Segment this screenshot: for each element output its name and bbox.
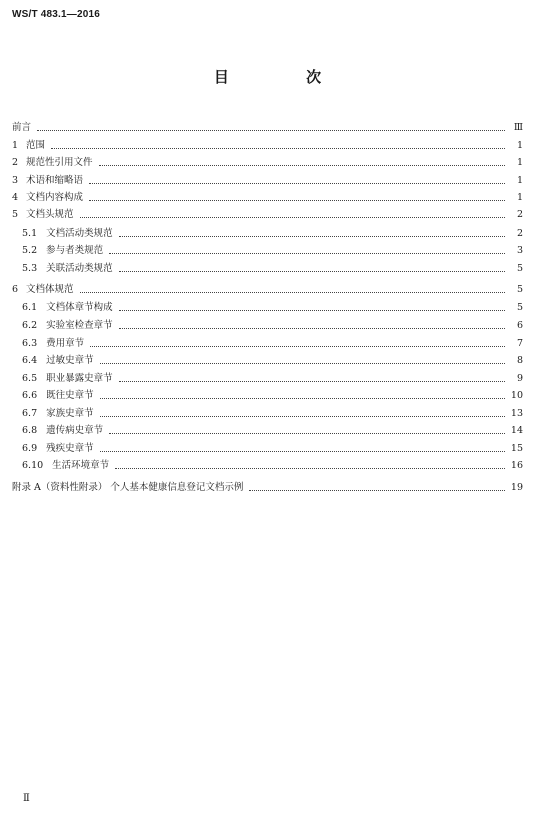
toc-entry-title: 实验室检查章节 xyxy=(46,320,113,331)
toc-entry[interactable] xyxy=(12,121,523,135)
toc-entry[interactable] xyxy=(12,407,523,421)
toc-entry-title: 过敏史章节 xyxy=(46,355,94,366)
toc-entry-title: 规范性引用文件 xyxy=(26,157,93,168)
toc-leader-dots xyxy=(109,253,505,254)
toc-entry-page: 8 xyxy=(516,355,523,366)
toc-leader-dots xyxy=(119,310,505,311)
toc-entry-number: 5.2 xyxy=(22,245,38,256)
toc-entry-number: 6.1 xyxy=(22,302,38,313)
toc-entry-title: 家族史章节 xyxy=(46,408,94,419)
toc-entry[interactable] xyxy=(12,156,523,170)
toc-entry-number: 6.8 xyxy=(22,425,38,436)
toc-leader-dots xyxy=(115,468,505,469)
toc-entry-title: 前言 xyxy=(12,122,32,133)
toc-entry-number: 6.9 xyxy=(22,443,38,454)
toc-entry[interactable] xyxy=(12,424,523,438)
toc-entry[interactable] xyxy=(12,372,523,386)
toc-entry-number: 6.4 xyxy=(22,355,38,366)
toc-entry-title: 范围 xyxy=(26,140,46,151)
toc-entry[interactable] xyxy=(12,442,523,456)
toc-leader-dots xyxy=(89,183,505,184)
toc-leader-dots xyxy=(100,451,505,452)
toc-entry-title: 术语和缩略语 xyxy=(26,175,84,186)
page-number: Ⅱ xyxy=(23,793,30,804)
toc-leader-dots xyxy=(119,328,505,329)
toc-entry[interactable] xyxy=(12,262,523,276)
toc-leader-dots xyxy=(37,130,505,131)
toc-leader-dots xyxy=(90,346,505,347)
toc-entry-title: 关联活动类规范 xyxy=(46,263,113,274)
toc-entry-title: 文档体规范 xyxy=(26,284,74,295)
toc-entry[interactable] xyxy=(12,139,523,153)
toc-entry-title: 生活环境章节 xyxy=(52,460,110,471)
toc-entry-title: 附录 A（资料性附录） 个人基本健康信息登记文档示例 xyxy=(12,482,244,493)
toc-entry[interactable] xyxy=(12,191,523,205)
toc-leader-dots xyxy=(100,398,505,399)
toc-entry-number: 4 xyxy=(12,192,19,203)
toc-entry[interactable] xyxy=(12,227,523,241)
toc-entry-number: 6.3 xyxy=(22,338,38,349)
toc-entry-title: 残疾史章节 xyxy=(46,443,94,454)
toc-entry-page: 15 xyxy=(510,443,523,454)
toc-leader-dots xyxy=(100,416,505,417)
toc-entry-page: 19 xyxy=(510,482,523,493)
toc-leader-dots xyxy=(119,381,505,382)
toc-entry[interactable] xyxy=(12,244,523,258)
toc-entry-page: 5 xyxy=(516,263,523,274)
toc-entry[interactable] xyxy=(12,301,523,315)
toc-leader-dots xyxy=(80,217,505,218)
toc-entry[interactable] xyxy=(12,481,523,495)
toc-entry-page: 2 xyxy=(516,209,523,220)
toc-leader-dots xyxy=(99,165,505,166)
toc-entry-page: 6 xyxy=(516,320,523,331)
toc-entry-page: 2 xyxy=(516,228,523,239)
toc-entry-page: 9 xyxy=(516,373,523,384)
toc-entry-number: 6.10 xyxy=(22,460,44,471)
toc-entry-title: 职业暴露史章节 xyxy=(46,373,113,384)
page-title: 目 次 xyxy=(213,68,358,86)
toc-entry[interactable] xyxy=(12,337,523,351)
standard-code: WS/T 483.1—2016 xyxy=(12,9,101,20)
toc-entry-number: 6.2 xyxy=(22,320,38,331)
toc-entry-title: 遗传病史章节 xyxy=(46,425,104,436)
toc-entry-page: 14 xyxy=(510,425,523,436)
toc-entry[interactable] xyxy=(12,389,523,403)
toc-entry-page: 1 xyxy=(516,192,523,203)
toc-entry-page: 1 xyxy=(516,140,523,151)
toc-entry[interactable] xyxy=(12,459,523,473)
toc-entry-page: 7 xyxy=(516,338,523,349)
toc-leader-dots xyxy=(249,490,505,491)
toc-entry-page: 13 xyxy=(510,408,523,419)
toc-entry-number: 3 xyxy=(12,175,19,186)
toc-entry-title: 文档体章节构成 xyxy=(46,302,113,313)
toc-entry-number: 6 xyxy=(12,284,19,295)
toc-entry-number: 6.5 xyxy=(22,373,38,384)
toc-entry-page: 10 xyxy=(510,390,523,401)
toc-entry[interactable] xyxy=(12,208,523,222)
toc-entry-page: 5 xyxy=(516,284,523,295)
toc-leader-dots xyxy=(109,433,505,434)
toc-entry-number: 1 xyxy=(12,140,19,151)
toc-leader-dots xyxy=(89,200,505,201)
toc-entry-number: 5.1 xyxy=(22,228,38,239)
toc-entry-page: 5 xyxy=(516,302,523,313)
toc-entry-page: Ⅲ xyxy=(513,122,523,133)
toc-entry-title: 文档活动类规范 xyxy=(46,228,113,239)
toc-leader-dots xyxy=(51,148,505,149)
toc-entry-number: 6.7 xyxy=(22,408,38,419)
toc-entry-page: 1 xyxy=(516,157,523,168)
toc-entry-page: 16 xyxy=(510,460,523,471)
toc-entry-number: 5 xyxy=(12,209,19,220)
toc-entry-number: 2 xyxy=(12,157,19,168)
toc-entry-title: 既往史章节 xyxy=(46,390,94,401)
toc-leader-dots xyxy=(80,292,505,293)
toc-entry-title: 文档内容构成 xyxy=(26,192,84,203)
toc-entry[interactable] xyxy=(12,319,523,333)
toc-leader-dots xyxy=(119,271,505,272)
toc-entry-title: 参与者类规范 xyxy=(46,245,104,256)
toc-entry[interactable] xyxy=(12,174,523,188)
toc-entry-number: 5.3 xyxy=(22,263,38,274)
toc-leader-dots xyxy=(119,236,505,237)
toc-entry[interactable] xyxy=(12,354,523,368)
toc-entry-page: 1 xyxy=(516,175,523,186)
toc-entry-number: 6.6 xyxy=(22,390,38,401)
toc-entry-title: 文档头规范 xyxy=(26,209,74,220)
toc-entry-title: 费用章节 xyxy=(46,338,85,349)
toc-entry[interactable] xyxy=(12,283,523,297)
toc-leader-dots xyxy=(100,363,505,364)
toc-entry-page: 3 xyxy=(516,245,523,256)
